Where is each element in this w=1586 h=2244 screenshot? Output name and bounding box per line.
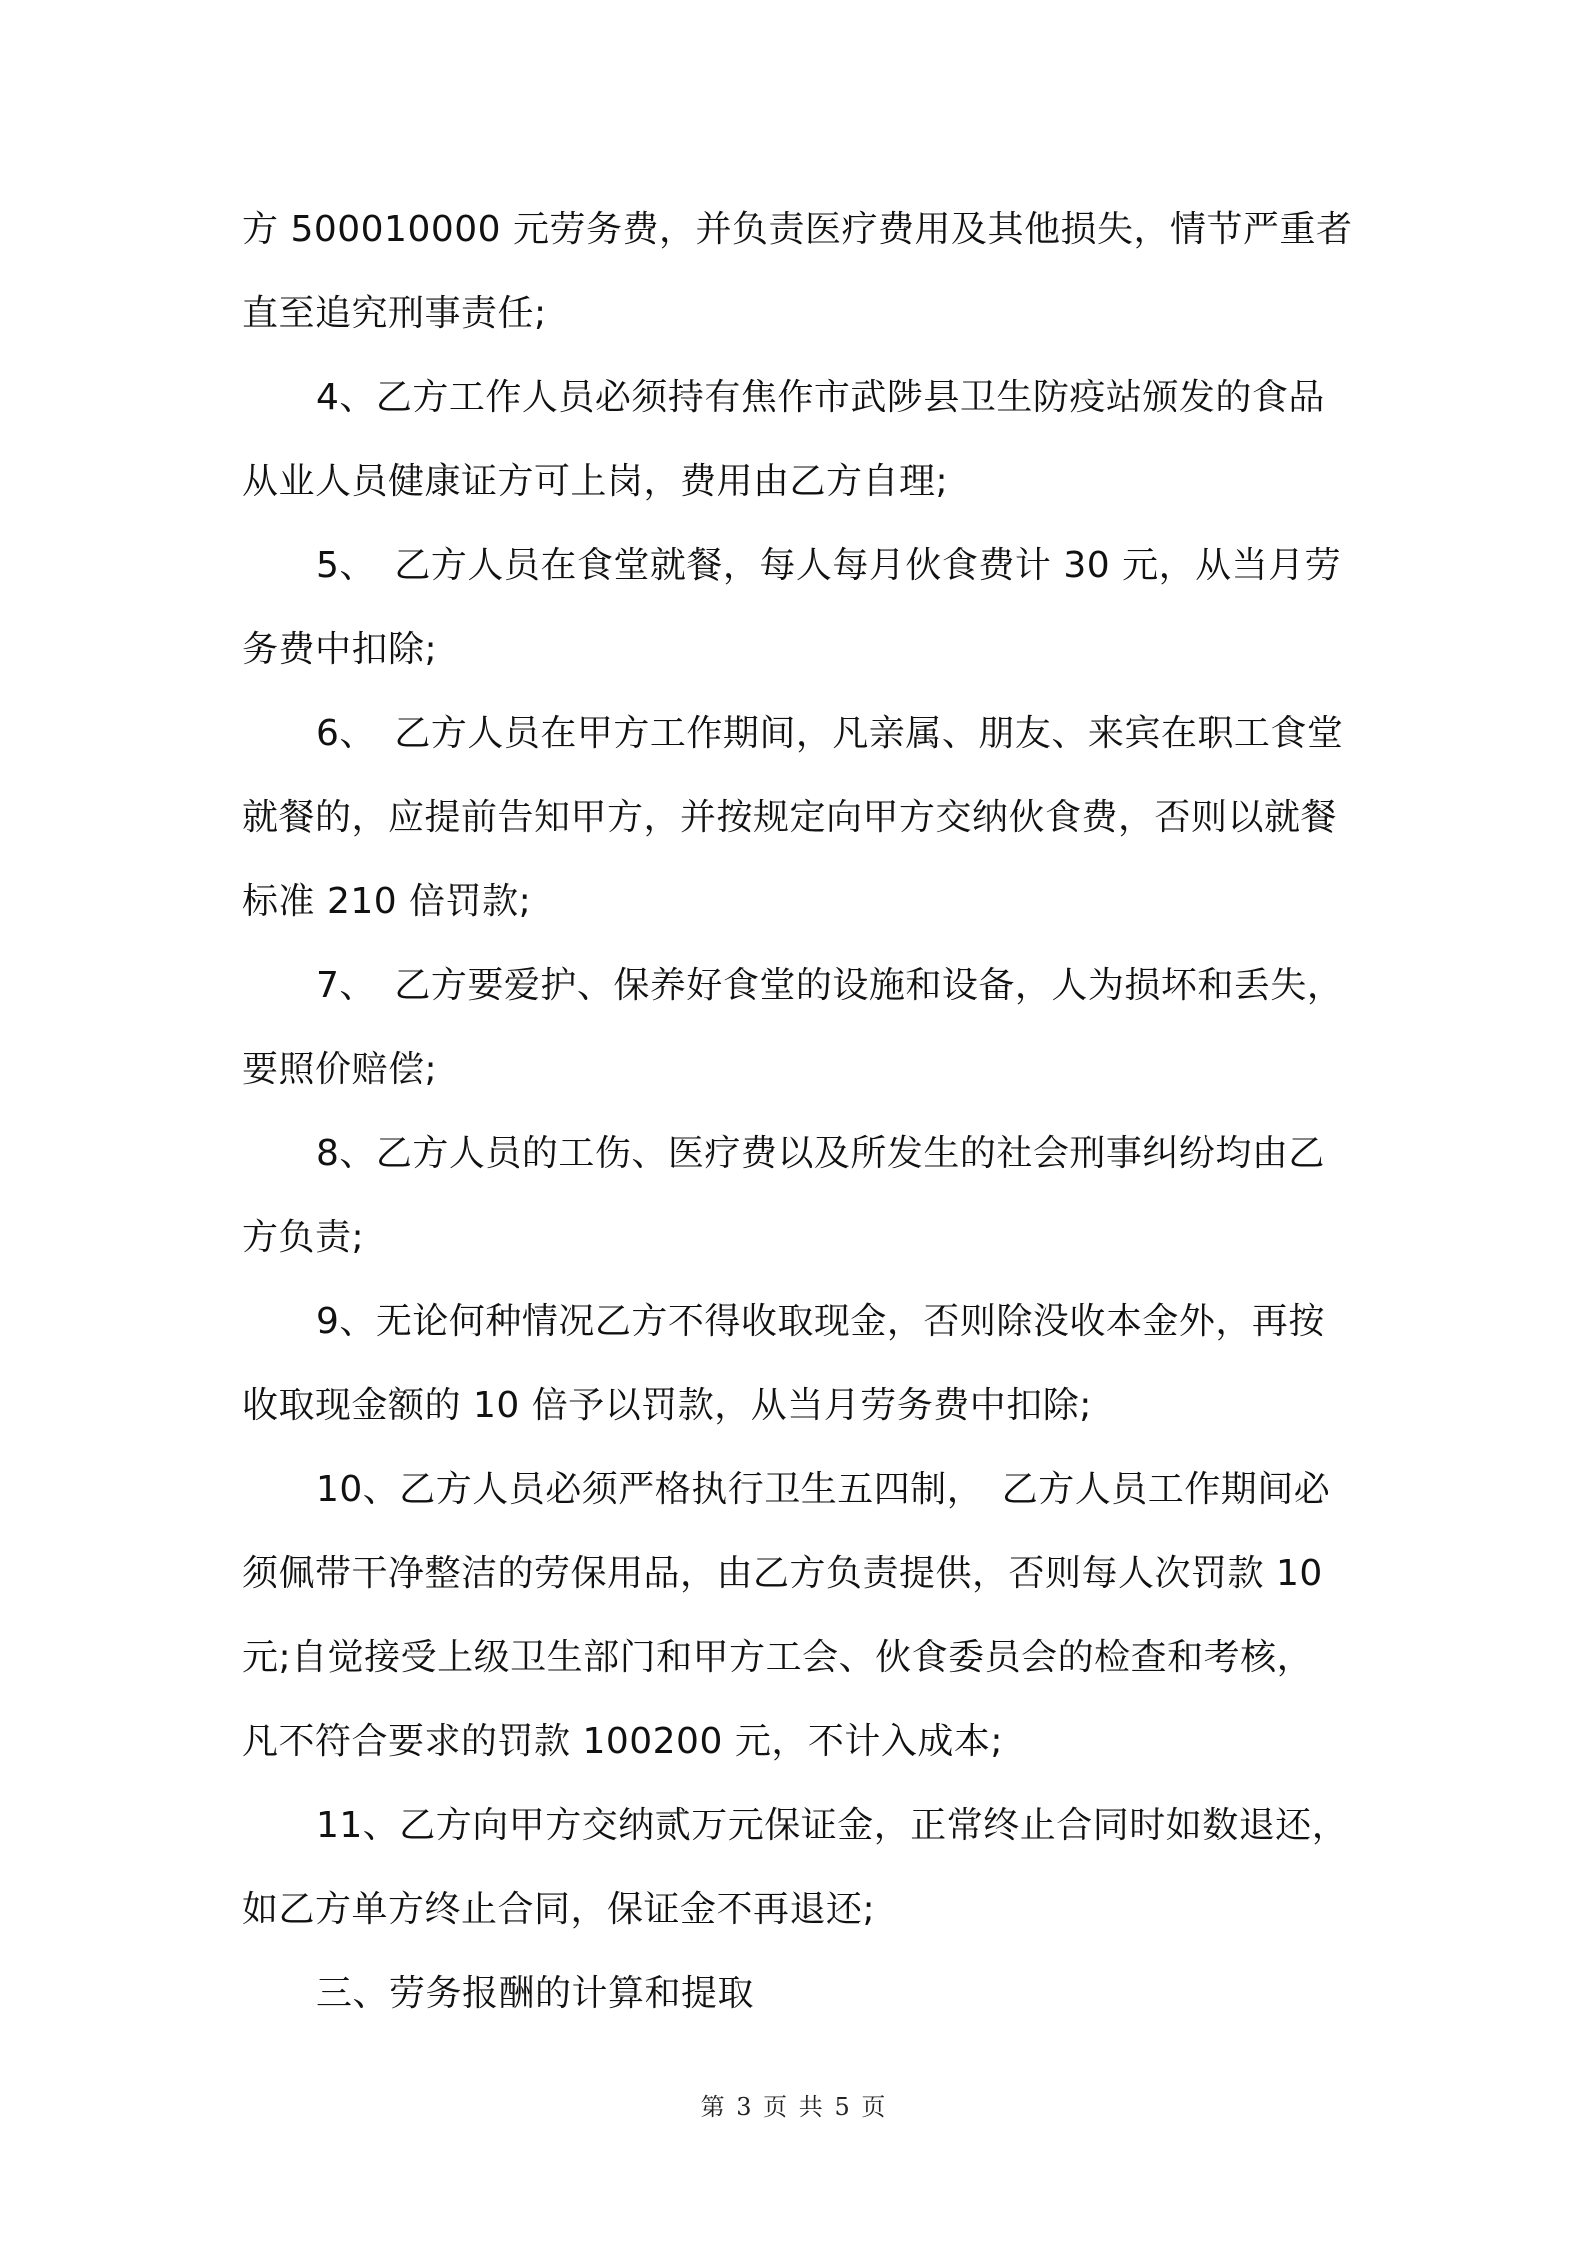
text-line: 标准 210 倍罚款; bbox=[242, 881, 532, 922]
text-line: 如乙方单方终止合同，保证金不再退还; bbox=[242, 1889, 876, 1930]
clause-4-line: 4、乙方工作人员必须持有焦作市武陟县卫生防疫站颁发的食品 bbox=[316, 377, 1325, 418]
page-number-footer: 第 3 页 共 5 页 bbox=[700, 2093, 886, 2121]
section-heading: 三、劳务报酬的计算和提取 bbox=[316, 1973, 755, 2014]
text-line: 元;自觉接受上级卫生部门和甲方工会、伙食委员会的检查和考核， bbox=[242, 1637, 1314, 1678]
text-line: 要照价赔偿; bbox=[242, 1049, 438, 1090]
clause-9-line: 9、无论何种情况乙方不得收取现金，否则除没收本金外，再按 bbox=[316, 1301, 1325, 1342]
text-line: 须佩带干净整洁的劳保用品，由乙方负责提供，否则每人次罚款 10 bbox=[242, 1553, 1323, 1594]
document-body bbox=[242, 202, 1357, 2050]
text-line: 直至追究刑事责任; bbox=[242, 293, 547, 334]
text-line: 收取现金额的 10 倍予以罚款，从当月劳务费中扣除; bbox=[242, 1385, 1092, 1426]
text-line: 从业人员健康证方可上岗，费用由乙方自理; bbox=[242, 461, 949, 502]
text-line: 务费中扣除; bbox=[242, 629, 438, 670]
clause-6-line: 6、 乙方人员在甲方工作期间，凡亲属、朋友、来宾在职工食堂 bbox=[316, 713, 1344, 754]
clause-7-line: 7、 乙方要爱护、保养好食堂的设施和设备，人为损坏和丢失， bbox=[316, 965, 1344, 1006]
text-line: 就餐的，应提前告知甲方，并按规定向甲方交纳伙食费，否则以就餐 bbox=[242, 797, 1338, 838]
clause-5-line: 5、 乙方人员在食堂就餐，每人每月伙食费计 30 元，从当月劳 bbox=[316, 545, 1342, 586]
text-line: 方 500010000 元劳务费，并负责医疗费用及其他损失，情节严重者 bbox=[242, 209, 1353, 250]
clause-11-line: 11、乙方向甲方交纳贰万元保证金，正常终止合同时如数退还， bbox=[316, 1805, 1349, 1846]
clause-8-line: 8、乙方人员的工伤、医疗费以及所发生的社会刑事纠纷均由乙 bbox=[316, 1133, 1325, 1174]
text-line: 凡不符合要求的罚款 100200 元，不计入成本; bbox=[242, 1721, 1003, 1762]
text-line: 方负责; bbox=[242, 1217, 365, 1258]
clause-10-line: 10、乙方人员必须严格执行卫生五四制， 乙方人员工作期间必 bbox=[316, 1469, 1331, 1510]
